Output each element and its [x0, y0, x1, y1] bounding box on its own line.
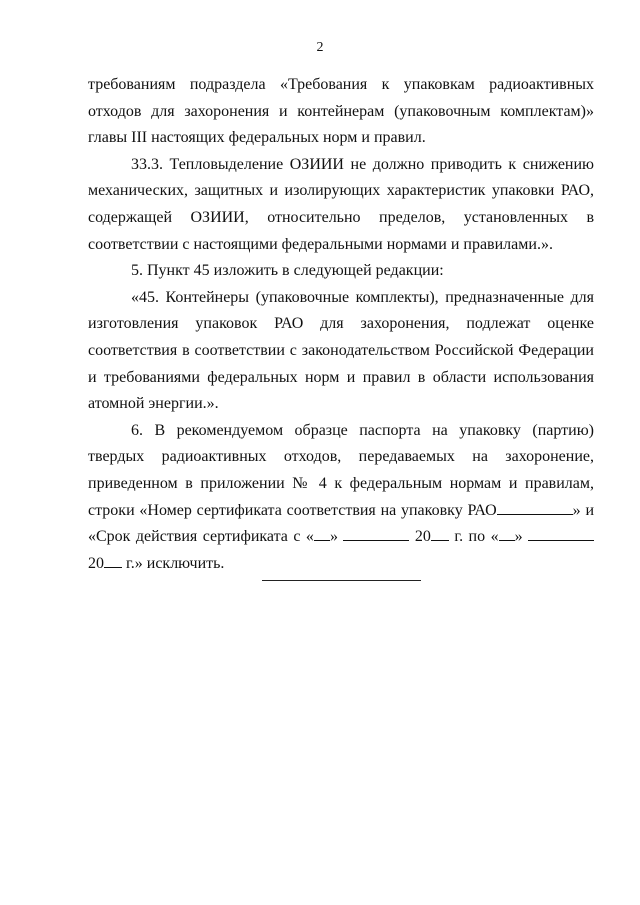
month-from-blank	[343, 524, 409, 541]
day-to-blank	[499, 524, 515, 541]
paragraph-continuation: требованиям подраздела «Требования к упаковкам радиоактивных отходов для захоронения и контейнерам (упаковочным комплектам)» главы III настоящих федеральных норм и правил.	[88, 76, 594, 147]
year-to-blank	[104, 551, 122, 568]
year-prefix-1: 20	[414, 528, 431, 546]
date-to-text: г. по «	[454, 528, 499, 546]
paragraph-item-5: 5. Пункт 45 изложить в следующей редакции:	[131, 262, 444, 280]
paragraph-33-3: 33.3. Тепловыделение ОЗИИИ не должно приводить к снижению механических, защитных и изолирующих характеристик упаковки РАО, содержащей ОЗИИИ, относительно пределов, установленных в соответствии с настоящими федеральными нормами и правилами.».	[88, 155, 594, 253]
quote-close-1: »	[329, 528, 338, 546]
document-body	[88, 72, 594, 577]
day-from-blank	[314, 524, 330, 541]
end-separator-line	[262, 580, 421, 581]
year-prefix-2: 20	[88, 554, 104, 572]
year-from-blank	[431, 524, 449, 541]
month-to-blank	[528, 524, 594, 541]
item-6-text-end: г.» исключить.	[126, 554, 225, 572]
page-number: 2	[316, 40, 324, 55]
quote-close-2: »	[514, 528, 523, 546]
item-6-text-middle: » и «Срок действия сертификата с «	[88, 501, 595, 546]
paragraph-item-6	[88, 418, 594, 578]
paragraph-item-45: «45. Контейнеры (упаковочные комплекты), предназначенные для изготовления упаковок РАО для захоронения, подлежат оценке соответствия в соответствии с законодательством Российской Федерации и требованиями федеральных норм и правил в области использования атомной энергии.».	[88, 288, 594, 413]
item-6-text-start: 6. В рекомендуемом образце паспорта на упаковку (партию) твердых радиоактивных отходов, передаваемых на захоронение, приведенном в приложении № 4 к федеральным нормам и правилам, строки «Номер сертификата соответствия на упаковку РАО	[88, 421, 594, 519]
certificate-number-blank	[497, 498, 573, 515]
